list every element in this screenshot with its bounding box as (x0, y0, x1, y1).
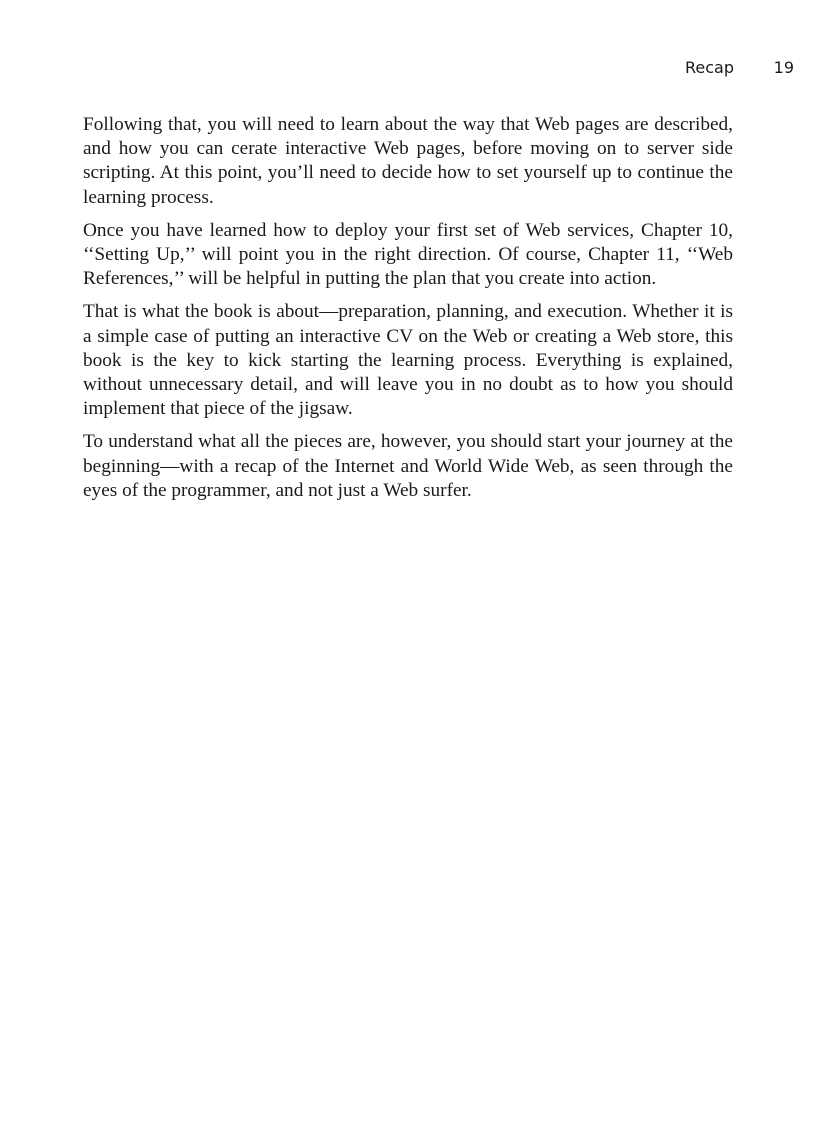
paragraph: Following that, you will need to learn about the way that Web pages are described, and how you can cerate interactive Web pages, before moving on to server side scripting. At this point, you’ll need to decide how to set yourself up to continue the learning process. (83, 114, 733, 208)
paragraph: That is what the book is about—preparation, planning, and execution. Whether it is a simple case of putting an interactive CV on the Web or creating a Web store, this book is the key to kick starting the learning process. Everything is explained, without unnecessary detail, and will leave you in no doubt as to how you should implement that piece of the jigsaw. (83, 301, 733, 420)
section-title: Recap (685, 58, 734, 77)
paragraph: Once you have learned how to deploy your first set of Web services, Chapter 10, ‘‘Setting Up,’’ will point you in the right direction. Of course, Chapter 11, ‘‘Web References,’’ will be helpful in putting the plan that you create into action. (83, 219, 733, 290)
page-number: 19 (773, 58, 794, 77)
body-text (83, 113, 733, 512)
paragraph: To understand what all the pieces are, however, you should start your journey at the beginning—with a recap of the Internet and World Wide Web, as seen through the eyes of the programmer, and not just a Web surfer. (83, 431, 733, 501)
